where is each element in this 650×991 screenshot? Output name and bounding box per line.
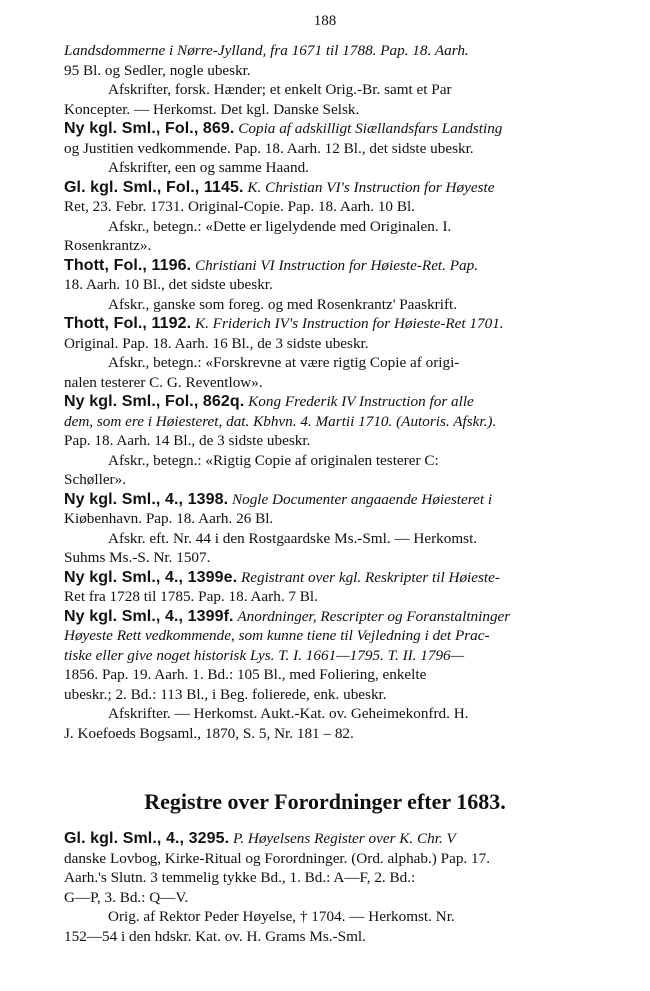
shelfmark: Ny kgl. Sml., Fol., 862q.: [64, 393, 245, 410]
entry-line: dem, som ere i Høiesteret, dat. Kbhvn. 4. Martii 1710. (Autoris. Afskr.).: [64, 412, 497, 430]
page-number: 188: [313, 13, 337, 29]
entry-line: Afskr., betegn.: «Rigtig Copie af originalen testerer C:: [108, 451, 439, 469]
entry-title: P. Høyelsens Register over K. Chr. V: [232, 830, 456, 847]
catalog-entry: [64, 829, 586, 946]
entry-line: Koncepter. — Herkomst. Det kgl. Danske Selsk.: [64, 100, 360, 118]
catalog-text: [64, 41, 586, 743]
entry-line: danske Lovbog, Kirke-Ritual og Forordninger. (Ord. alphab.) Pap. 17.: [64, 849, 491, 867]
entry-line: Orig. af Rektor Peder Høyelse, † 1704. — Herkomst. Nr.: [108, 908, 455, 925]
shelfmark: Gl. kgl. Sml., Fol., 1145.: [64, 178, 244, 196]
entry-line: Schøller».: [64, 471, 127, 488]
entry-line: Kiøbenhavn. Pap. 18. Aarh. 26 Bl.: [64, 510, 274, 527]
entry-title: Nogle Documenter angaaende Høiesteret i: [231, 490, 493, 508]
entry-line: tiske eller give noget historisk Lys. T. I. 1661—1795. T. II. 1796—: [64, 646, 465, 664]
entry-line: Høyeste Rett vedkommende, som kunne tiene til Vejledning i det Prac-: [64, 627, 490, 644]
entry-title: Registrant over kgl. Reskripter til Høieste-: [240, 568, 500, 586]
catalog-entry: [64, 314, 586, 392]
section-text: [64, 829, 586, 946]
entry-line: J. Koefoeds Bogsaml., 1870, S. 5, Nr. 181 – 82.: [64, 724, 354, 742]
shelfmark: Ny kgl. Sml., 4., 1398.: [64, 490, 229, 508]
entry-title: Anordninger, Rescripter og Foranstaltninger: [237, 607, 511, 625]
entry-line: Aarh.'s Slutn. 3 temmelig tykke Bd., 1. Bd.: A—F, 2. Bd.:: [64, 869, 416, 886]
catalog-entry: [64, 607, 586, 744]
entry-title: K. Friderich IV's Instruction for Høieste-Ret 1701.: [194, 315, 504, 332]
catalog-entry: [64, 392, 586, 490]
entry-line: Afskrifter. — Herkomst. Aukt.-Kat. ov. Geheimekonfrd. H.: [108, 705, 469, 722]
shelfmark: Thott, Fol., 1192.: [64, 315, 192, 332]
entry-line: Afskr., betegn.: «Forskrevne at være rigtig Copie af origi-: [108, 354, 460, 371]
entry-line: Pap. 18. Aarh. 14 Bl., de 3 sidste ubeskr.: [64, 432, 311, 449]
entry-line: 95 Bl. og Sedler, nogle ubeskr.: [64, 61, 251, 79]
entry-line: Afskr., ganske som foreg. og med Rosenkrantz' Paaskrift.: [108, 295, 458, 313]
entry-line: Afskr., betegn.: «Dette er ligelydende med Originalen. I.: [108, 217, 452, 235]
catalog-entry: [64, 119, 586, 178]
entry-line: 1856. Pap. 19. Aarh. 1. Bd.: 105 Bl., med Foliering, enkelte: [64, 666, 427, 683]
shelfmark: Thott, Fol., 1196.: [64, 256, 192, 274]
catalog-entry: [64, 178, 586, 256]
shelfmark: Ny kgl. Sml., Fol., 869.: [64, 120, 235, 137]
entry-line: 18. Aarh. 10 Bl., det sidste ubeskr.: [64, 276, 273, 293]
entry-line: Suhms Ms.-S. Nr. 1507.: [64, 549, 211, 566]
entry-line: Ret fra 1728 til 1785. Pap. 18. Aarh. 7 Bl.: [64, 588, 318, 605]
entry-title: Kong Frederik IV Instruction for alle: [248, 393, 474, 410]
entry-line: Afskr. eft. Nr. 44 i den Rostgaardske Ms.-Sml. — Herkomst.: [108, 529, 478, 547]
entry-line: Rosenkrantz».: [64, 237, 152, 254]
entry-line: 152—54 i den hdskr. Kat. ov. H. Grams Ms.-Sml.: [64, 927, 366, 945]
entry-title: Christiani VI Instruction for Høieste-Ret. Pap.: [194, 256, 479, 274]
shelfmark: Gl. kgl. Sml., 4., 3295.: [64, 830, 230, 847]
catalog-entry: [64, 568, 586, 607]
entry-line: Original. Pap. 18. Aarh. 16 Bl., de 3 sidste ubeskr.: [64, 334, 369, 352]
shelfmark: Ny kgl. Sml., 4., 1399f.: [64, 607, 234, 625]
shelfmark: Ny kgl. Sml., 4., 1399e.: [64, 568, 238, 586]
catalog-entry: [64, 256, 586, 315]
entry-line: nalen testerer C. G. Reventlow».: [64, 373, 263, 391]
entry-title: Copia af adskilligt Siællandsfars Landsting: [238, 120, 503, 137]
catalog-entry: [64, 41, 586, 119]
entry-line: Afskrifter, forsk. Hænder; et enkelt Orig.-Br. samt et Par: [108, 81, 452, 98]
entry-line: Landsdommerne i Nørre-Jylland, fra 1671 til 1788. Pap. 18. Aarh.: [64, 42, 469, 59]
entry-line: ubeskr.; 2. Bd.: 113 Bl., i Beg. folierede, enk. ubeskr.: [64, 685, 387, 703]
entry-title: K. Christian VI's Instruction for Høyeste: [247, 178, 495, 196]
entry-line: Afskrifter, een og samme Haand.: [108, 159, 309, 176]
section-heading: Registre over Forordninger efter 1683.: [144, 789, 506, 814]
catalog-entry: [64, 490, 586, 568]
entry-line: Ret, 23. Febr. 1731. Original-Copie. Pap. 18. Aarh. 10 Bl.: [64, 198, 415, 215]
entry-line: og Justitien vedkommende. Pap. 18. Aarh. 12 Bl., det sidste ubeskr.: [64, 139, 474, 157]
entry-line: G—P, 3. Bd.: Q—V.: [64, 888, 189, 906]
